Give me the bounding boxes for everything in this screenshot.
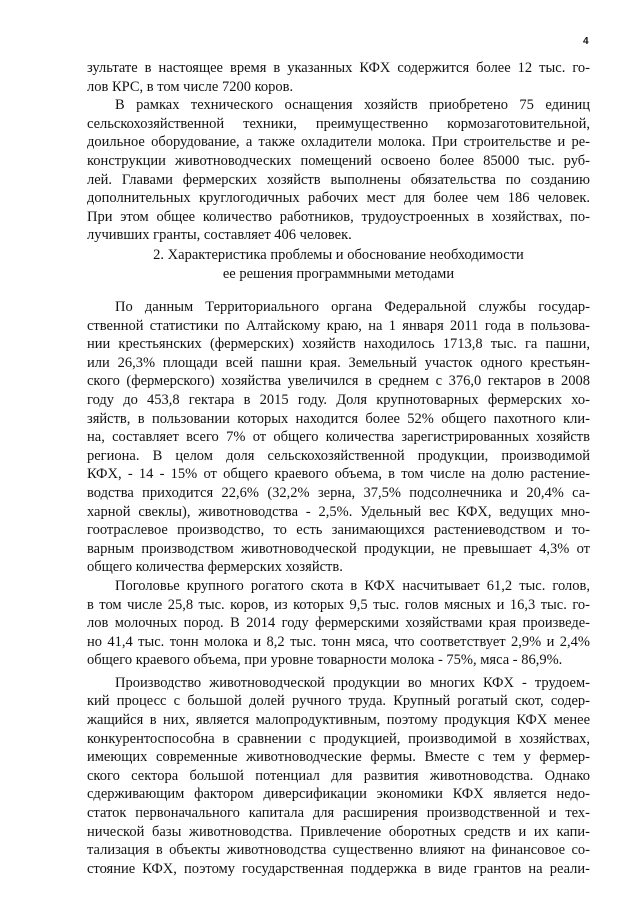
heading-line: ее решения программными методами xyxy=(222,266,455,282)
text-line: статок первоначального капитала для расширения производственной и тех- xyxy=(87,805,590,822)
text-line: имеющих современные животноводческие фермы. Вместе с тем у фермер- xyxy=(87,749,590,766)
text-line: варным производством животноводческой продукции, не превышает 4,3% от xyxy=(87,540,590,557)
text-line: Поголовье крупного рогатого скота в КФХ насчитывает 61,2 тыс. голов, xyxy=(115,577,590,594)
text-line: стояние КФХ, поэтому государственная поддержка в виде грантов на реали- xyxy=(87,860,590,877)
text-line: По данным Территориального органа Федеральной службы государ- xyxy=(115,299,590,315)
text-line: лов КРС, в том числе 7200 коров. xyxy=(87,78,294,95)
text-line: водства приходится 22,6% (32,2% зерна, 37,5% подсолнечника и 20,4% са- xyxy=(87,484,590,501)
text-line: нии крестьянских (фермерских) хозяйств находилось 1713,8 тыс. га пашни, xyxy=(87,336,590,353)
text-line: тализация в объекты животноводства существенно влияют на финансовое со- xyxy=(87,842,590,859)
text-line: лей. Главами фермерских хозяйств выполнены обязательства по созданию xyxy=(87,171,590,188)
text-line: жащийся в них, является малопродуктивным, поэтому продукция КФХ менее xyxy=(87,712,590,729)
text-line: нической базы животноводства. Привлечение оборотных средств и их капи- xyxy=(87,823,590,840)
text-line: общего количества фермерских хозяйств. xyxy=(87,559,343,576)
text-line: Производство животноводческой продукции во многих КФХ - трудоем- xyxy=(115,674,590,691)
text-line: доильное оборудование, а также охладители молока. При строительстве и ре- xyxy=(87,134,590,151)
section-heading xyxy=(87,246,590,284)
text-line: зяйств, в пользовании которых находится более 52% общего пахотного кли- xyxy=(87,410,590,427)
text-line: году до 453,8 гектара в 2015 году. Доля крупнотоварных фермерских хо- xyxy=(87,391,590,408)
text-line: лучивших гранты, составляет 406 человек. xyxy=(87,227,352,244)
text-line: ского сектора большой потенциал для развития животноводства. Однако xyxy=(87,767,590,784)
text-line: кий процесс с большой долей ручного труда. Крупный рогатый скот, содер- xyxy=(87,693,590,710)
text-line: В рамках технического оснащения хозяйств приобретено 75 единиц xyxy=(115,97,590,114)
page-number: 4 xyxy=(583,36,589,47)
text-line: ственной статистики по Алтайскому краю, на 1 января 2011 года в пользова- xyxy=(87,317,590,334)
text-line: сдерживающим фактором диверсификации экономики КФХ является недо- xyxy=(87,786,590,803)
text-line: лов молочных пород. В 2014 году фермерскими хозяйствами края произведе- xyxy=(87,615,590,632)
text-line: ского (фермерского) хозяйства увеличился в среднем с 376,0 гектаров в 2008 xyxy=(87,373,590,390)
text-line: региона. В целом доля сельскохозяйственной продукции, производимой xyxy=(87,447,590,464)
text-line: или 26,3% площади всей пашни края. Земельный участок одного крестьян- xyxy=(87,354,590,371)
text-line: гоотраслевое производство, то есть занимающихся растениеводством и то- xyxy=(87,522,590,539)
text-line: сельскохозяйственной техники, преимущественно кормозаготовительной, xyxy=(87,115,590,132)
heading-line: 2. Характеристика проблемы и обоснование необходимости xyxy=(153,247,524,263)
body-paragraphs xyxy=(87,298,590,878)
text-line: конструкции животноводческих помещений освоено более 85000 тыс. руб- xyxy=(87,152,590,169)
text-line: на, составляет всего 7% от общего количества зарегистрированных хозяйств xyxy=(87,429,590,446)
text-line: зультате в настоящее время в указанных КФХ содержится более 12 тыс. го- xyxy=(87,60,590,76)
text-line: в том числе 25,8 тыс. коров, из которых 9,5 тыс. голов мясных и 16,3 тыс. го- xyxy=(87,596,590,613)
text-line: общего краевого объема, при уровне товарности молока - 75%, мяса - 86,9%. xyxy=(87,652,563,669)
text-line: конкурентоспособна в сравнении с продукцией, производимой в хозяйствах, xyxy=(87,730,590,747)
text-line: но 41,4 тыс. тонн молока и 8,2 тыс. тонн мяса, что соответствует 2,9% и 2,4% xyxy=(87,633,590,650)
text-line: При этом общее количество работников, трудоустроенных в хозяйствах, по- xyxy=(87,208,590,225)
intro-paragraphs xyxy=(87,59,590,245)
text-line: дополнительных круглогодичных рабочих мест для более чем 186 человек. xyxy=(87,190,590,207)
text-line: КФХ, - 14 - 15% от общего краевого объема, в том числе на долю растение- xyxy=(87,466,590,483)
text-line: харной свеклы), животноводства - 2,5%. Удельный вес КФХ, ведущих мно- xyxy=(87,503,590,520)
